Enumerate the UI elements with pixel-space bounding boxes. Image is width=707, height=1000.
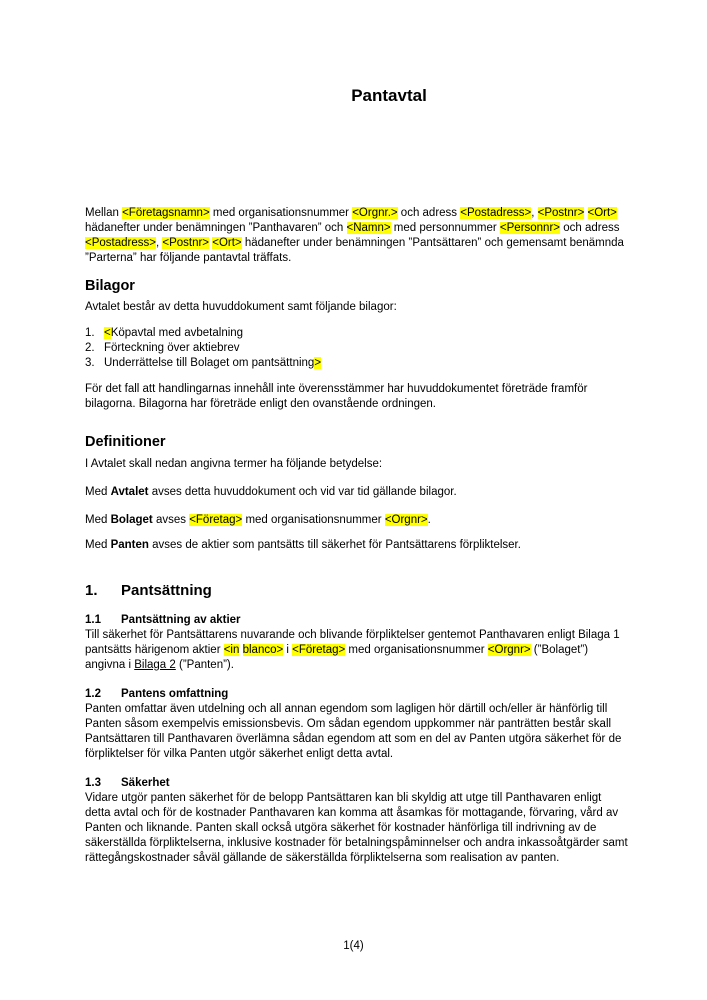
list-item-text: <Köpavtal med avbetalning [104, 327, 244, 339]
section-heading-definitioner: Definitioner [85, 434, 166, 450]
subsection-1-1-paragraph: Till säkerhet för Pantsättarens nuvarande och blivande förpliktelser gentemot Panthavaren enligt Bilaga 1 pantsätts härigenom aktier <in blanco> i <Företag> med organisationsnummer <Orgnr> (”Bolaget”) angivna i Bilaga 2 (”Panten”). [85, 629, 620, 671]
subsection-1-2-number: 1.2 [85, 688, 101, 700]
list-item-text: Förteckning över aktiebrev [104, 342, 240, 354]
subsection-1-2-paragraph: Panten omfattar även utdelning och all annan egendom som lagligen hör därtill och/eller är hänförlig till Panten såsom exempelvis emissionsbevis. Om sådan egendom uppkommer när panträtten består skall Pantsättaren till Panthavaren överlämna sådan egendom att som en del av Panten utgöra säkerhet för de förpliktelser för vilka Panten utgör säkerhet enligt detta avtal. [85, 703, 622, 760]
section-1-number: 1. [85, 582, 98, 599]
list-item-number: 2. [85, 342, 95, 354]
subsection-1-3-number: 1.3 [85, 777, 101, 789]
subsection-1-2-title: Pantens omfattning [121, 688, 229, 700]
section-1-title: Pantsättning [121, 582, 212, 599]
list-item-number: 1. [85, 327, 95, 339]
subsection-1-2-heading [85, 687, 707, 702]
section-heading-bilagor: Bilagor [85, 278, 135, 294]
subsection-1-3-title: Säkerhet [121, 777, 170, 789]
list-item [85, 326, 630, 341]
subsection-1-1-number: 1.1 [85, 614, 101, 626]
section-1-heading [85, 582, 707, 599]
subsection-1-1-title: Pantsättning av aktier [121, 614, 241, 626]
intro-paragraph: Mellan <Företagsnamn> med organisationsnummer <Orgnr.> och adress <Postadress>, <Postnr> <Ort> hädanefter under benämningen ”Panthavaren” och <Namn> med personnummer <Personnr> och adress <Postadress>, <Postnr> <Ort> hädanefter under benämningen ”Pantsättaren” och gemensamt benämnda ”Parterna” har följande pantavtal träffats. [85, 207, 624, 264]
subsection-1-1-heading [85, 613, 707, 628]
subsection-1-3-heading [85, 776, 707, 791]
definition-avtalet: Med Avtalet avses detta huvuddokument och vid var tid gällande bilagor. [85, 486, 457, 498]
bilagor-note: För det fall att handlingarnas innehåll inte överensstämmer har huvuddokumentet företräde framför bilagorna. Bilagorna har företräde enligt den ovanstående ordningen. [85, 383, 588, 410]
document-title: Pantavtal [351, 86, 427, 105]
page-number: 1(4) [343, 940, 364, 952]
list-item-text: Underrättelse till Bolaget om pantsättning> [104, 357, 322, 369]
subsection-1-3-paragraph: Vidare utgör panten säkerhet för de belopp Pantsättaren kan bli skyldig att utge till Panthavaren enligt detta avtal och för de kostnader Panthavaren kan komma att åsamkas för mottagande, förvaring, vård av Panten och liknande. Panten skall också utgöra säkerhet för kostnader hänförliga till indrivning av de säkerställda förpliktelserna, inklusive kostnader för betalningspåminnelser och andra inkassoåtgärder samt rättegångskostnader såväl gällande de säkerställda förpliktelserna som realisation av panten. [85, 792, 628, 864]
definition-bolaget: Med Bolaget avses <Företag> med organisationsnummer <Orgnr>. [85, 514, 431, 526]
definitioner-lead: I Avtalet skall nedan angivna termer ha följande betydelse: [85, 458, 383, 470]
bilagor-list [85, 326, 707, 371]
definition-panten: Med Panten avses de aktier som pantsätts till säkerhet för Pantsättarens förpliktelser. [85, 539, 521, 551]
list-item [85, 341, 630, 356]
bilagor-lead: Avtalet består av detta huvuddokument samt följande bilagor: [85, 301, 397, 313]
list-item [85, 356, 630, 371]
list-item-number: 3. [85, 357, 95, 369]
